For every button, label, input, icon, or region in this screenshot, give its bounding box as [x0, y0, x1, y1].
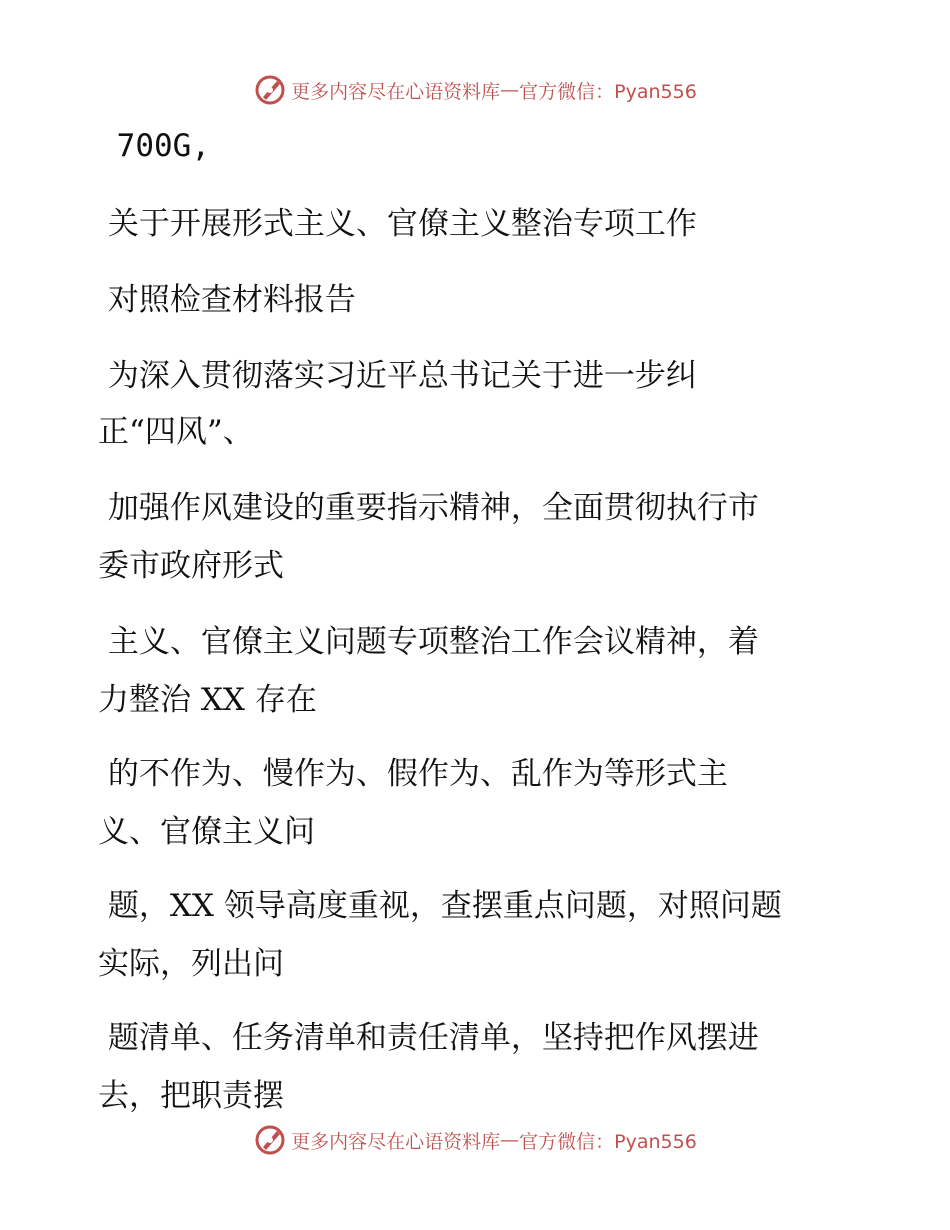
body-line: 力整治 XX 存在: [98, 682, 317, 718]
banner-wechat-text: 官方微信：Pyan556: [519, 1130, 697, 1153]
banner-wechat-text: 官方微信：Pyan556: [519, 80, 697, 103]
body-line: 关于开展形式主义、官僚主义整治专项工作: [98, 206, 697, 242]
body-line: 实际，列出问: [98, 946, 284, 982]
body-line: 的不作为、慢作为、假作为、乱作为等形式主: [98, 756, 728, 792]
footer-watermark-banner: [0, 1120, 950, 1160]
body-line: 委市政府形式: [98, 548, 284, 584]
banner-dash: —: [500, 1129, 520, 1151]
body-line: 正“四风”、: [98, 414, 254, 450]
body-line: 题清单、任务清单和责任清单，坚持把作风摆进: [98, 1020, 759, 1056]
header-watermark-banner: [0, 70, 950, 110]
body-line: 去，把职责摆: [98, 1078, 284, 1114]
body-line: 700G,: [98, 128, 210, 164]
body-line: 为深入贯彻落实习近平总书记关于进一步纠: [98, 358, 697, 394]
pen-logo-icon: [253, 1123, 287, 1157]
body-line: 主义、官僚主义问题专项整治工作会议精神，着: [98, 624, 759, 660]
pen-logo-icon: [253, 73, 287, 107]
banner-brand-text: 更多内容尽在心语资料库: [291, 1130, 501, 1153]
body-line: 题，XX 领导高度重视，查摆重点问题，对照问题: [98, 888, 782, 924]
body-line: 义、官僚主义问: [98, 814, 315, 850]
body-line: 加强作风建设的重要指示精神，全面贯彻执行市: [98, 490, 759, 526]
banner-dash: —: [500, 79, 520, 101]
body-line: 对照检查材料报告: [98, 282, 356, 318]
banner-brand-text: 更多内容尽在心语资料库: [291, 80, 501, 103]
